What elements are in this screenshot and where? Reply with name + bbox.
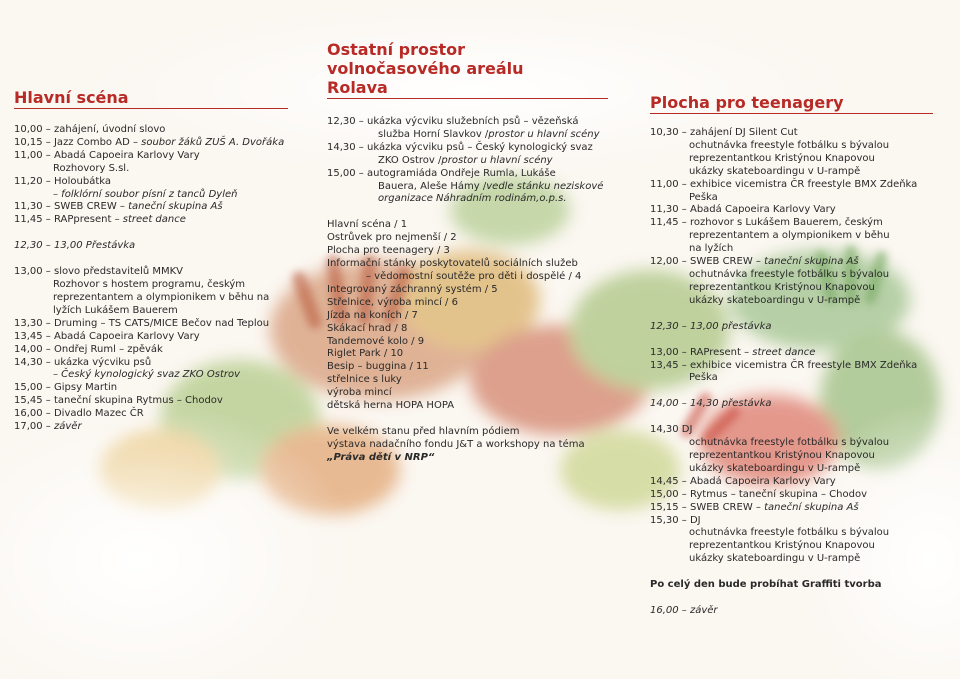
program-text: ochutnávka freestyle fotbálku s bývalou (689, 527, 890, 539)
program-italic-text: soubor žáků ZUŠ A. Dvořáka (141, 136, 285, 148)
program-text: 13,45 – exhibice vicemistra ČR freestyle BMX Zdeňka (650, 359, 918, 371)
program-text: reprezentantkou Kristýnou Knapovou (689, 450, 875, 462)
column-other-space (327, 40, 608, 465)
program-text: 13,00 – slovo představitelů MMKV (14, 266, 184, 278)
program-line (14, 266, 288, 279)
program-line (650, 153, 933, 166)
program-text: 11,30 – SWEB CREW – (14, 201, 129, 213)
program-text: reprezentantem a olympionikem v běhu na (53, 291, 270, 303)
program-line (327, 374, 608, 387)
program-line (650, 217, 933, 230)
program-text: Plocha pro teenagery / 3 (327, 245, 450, 257)
program-line (650, 540, 933, 553)
program-line (650, 450, 933, 463)
program-italic-text: organizace Náhradním rodinám,o.p.s. (378, 193, 567, 205)
program-italic-text: taneční skupina Aš (128, 201, 223, 213)
program-text: ZKO Ostrov / (378, 154, 442, 166)
program-line (650, 424, 933, 437)
program-line (14, 318, 288, 331)
program-line (650, 269, 933, 282)
program-line (650, 527, 933, 540)
column-main-stage (14, 88, 288, 434)
program-text: ukázky skateboardingu v U-rampě (689, 294, 861, 306)
program-text: – Český kynologický svaz ZKO Ostrov (53, 369, 241, 381)
program-line (327, 245, 608, 258)
program-text: Tandemové kolo / 9 (327, 335, 425, 347)
program-line (650, 230, 933, 243)
program-line (650, 476, 933, 489)
program-text: 15,00 – Rytmus – taneční skupina – Chodov (650, 488, 868, 500)
program-text: 11,00 – exhibice vicemistra ČR freestyle BMX Zdeňka (650, 178, 918, 190)
program-text: 10,30 – zahájení DJ Silent Cut (650, 127, 798, 138)
program-line (650, 553, 933, 566)
program-line (14, 124, 288, 137)
program-line (14, 331, 288, 344)
program-line (650, 166, 933, 179)
program-line (650, 243, 933, 256)
heading-teen-area: Plocha pro teenagery (650, 93, 933, 114)
program-line (327, 116, 608, 129)
program-text: Rozhovor s hostem programu, českým (53, 279, 246, 291)
program-text: 13,30 – Druming – TS CATS/MICE Bečov nad Teplou (14, 317, 270, 329)
program-italic-text: prostor u hlavní scény (441, 154, 553, 166)
program-line (14, 344, 288, 357)
program-text: ochutnávka freestyle fotbálku s bývalou (689, 268, 890, 280)
program-text: Ostrůvek pro nejmenší / 2 (327, 232, 457, 244)
program-line (327, 219, 608, 232)
program-text: Jízda na koních / 7 (327, 309, 418, 321)
program-line (327, 439, 608, 452)
program-line (14, 305, 288, 318)
program-line (650, 127, 933, 140)
program-text: 14,30 DJ (650, 424, 693, 436)
program-line (327, 129, 608, 142)
program-text: 15,30 – DJ (650, 514, 701, 526)
program-line (650, 398, 933, 411)
program-line (650, 140, 933, 153)
program-text: 14,30 – ukázka výcviku psů (14, 356, 152, 368)
program-line (650, 192, 933, 205)
program-text: Informační stánky poskytovatelů sociálních služeb (327, 258, 578, 270)
program-text: 15,00 – Gipsy Martin (14, 382, 118, 394)
program-text: 11,30 – Abadá Capoeira Karlovy Vary (650, 204, 836, 216)
program-line (14, 382, 288, 395)
program-line (14, 240, 288, 253)
heading-other-space (327, 40, 608, 99)
program-list (650, 127, 933, 618)
program-text: 11,00 – Abadá Capoeira Karlovy Vary (14, 149, 200, 161)
program-line (327, 348, 608, 361)
program-line (650, 360, 933, 373)
heading-main-stage: Hlavní scéna (14, 88, 288, 109)
heading-line: Ostatní prostor (327, 40, 466, 59)
program-text: reprezentantem a olympionikem v běhu (689, 230, 890, 242)
program-line (14, 189, 288, 202)
program-line (14, 137, 288, 150)
program-line (327, 400, 608, 413)
program-line (650, 321, 933, 334)
program-line (327, 323, 608, 336)
program-text: 10,00 – zahájení, úvodní slovo (14, 124, 166, 135)
program-line (650, 489, 933, 502)
program-text: 11,45 – rozhovor s Lukášem Bauerem, českým (650, 217, 883, 229)
program-text: Integrovaný záchranný systém / 5 (327, 283, 498, 295)
program-line (650, 204, 933, 217)
program-line (14, 201, 288, 214)
program-text: Besip – buggina / 11 (327, 361, 429, 373)
program-text: 13,00 – RAPresent – (650, 346, 753, 358)
program-italic-text: taneční skupina Aš (764, 256, 859, 268)
program-text: dětská herna HOPA HOPA (327, 400, 455, 412)
program-text: Peška (689, 191, 718, 203)
program-line (327, 387, 608, 400)
program-line (14, 408, 288, 421)
program-text: 13,45 – Abadá Capoeira Karlovy Vary (14, 330, 200, 342)
program-text: 12,30 – 13,00 přestávka (650, 320, 772, 332)
program-text: střelnice s luky (327, 374, 402, 386)
program-line (14, 395, 288, 408)
program-text: lyžích Lukášem Bauerem (53, 304, 178, 316)
program-line (327, 297, 608, 310)
program-line (327, 232, 608, 245)
program-text: Střelnice, výroba mincí / 6 (327, 296, 458, 308)
program-line (650, 256, 933, 269)
program-italic-text: taneční skupina Aš (764, 501, 859, 513)
program-text: Riglet Park / 10 (327, 348, 404, 360)
program-line (14, 176, 288, 189)
program-text: výstava nadačního fondu J&T a workshopy na téma (327, 438, 585, 450)
program-line (650, 437, 933, 450)
program-text: ochutnávka freestyle fotbálku s bývalou (689, 139, 890, 151)
program-line (327, 361, 608, 374)
program-line (650, 179, 933, 192)
program-italic-text: street dance (122, 214, 186, 226)
program-text: Hlavní scéna / 1 (327, 219, 408, 231)
program-line (327, 284, 608, 297)
program-text: Bauera, Aleše Hámy / (378, 180, 487, 192)
program-text: výroba mincí (327, 387, 392, 399)
program-line (327, 336, 608, 349)
program-text: služba Horní Slavkov / (378, 128, 489, 140)
program-line (14, 150, 288, 163)
heading-line: Rolava (327, 78, 388, 97)
program-line (327, 452, 608, 465)
program-text: 15,15 – SWEB CREW – (650, 501, 765, 513)
program-text: ochutnávka freestyle fotbálku s bývalou (689, 437, 890, 449)
program-text: reprezentantkou Kristýnou Knapovou (689, 281, 875, 293)
program-text: – folklórní soubor písní z tanců Dyleň (53, 188, 238, 200)
program-text: reprezentantkou Kristýnou Knapovou (689, 540, 875, 552)
program-line (650, 347, 933, 360)
program-text: ukázky skateboardingu v U-rampě (689, 462, 861, 474)
program-text: ukázky skateboardingu v U-rampě (689, 553, 861, 565)
program-line (327, 258, 608, 271)
program-line (327, 193, 608, 206)
program-line (14, 421, 288, 434)
program-text: 12,30 – 13,00 Přestávka (14, 240, 136, 252)
program-text: 14,00 – Ondřej Ruml – zpěvák (14, 343, 163, 355)
program-line (327, 271, 608, 284)
program-list (327, 116, 608, 465)
program-text: Peška (689, 372, 718, 384)
program-text: 16,00 – závěr (650, 605, 718, 617)
program-line (14, 357, 288, 370)
program-line (650, 295, 933, 308)
program-line (327, 310, 608, 323)
program-line (14, 214, 288, 227)
program-line (14, 163, 288, 176)
program-line (650, 502, 933, 515)
program-text: 12,00 – SWEB CREW – (650, 256, 765, 268)
program-text: 14,00 – 14,30 přestávka (650, 398, 772, 410)
program-text: 14,30 – ukázka výcviku psů – Český kynologický svaz (327, 141, 593, 153)
program-text: – vědomostní soutěže pro děti i dospělé / 4 (366, 270, 582, 282)
program-italic-text: prostor u hlavní scény (488, 128, 600, 140)
program-line (650, 282, 933, 295)
program-line (327, 181, 608, 194)
program-line (650, 605, 933, 618)
program-text: Rozhovory S.sl. (53, 162, 130, 174)
program-text: 15,45 – taneční skupina Rytmus – Chodov (14, 395, 223, 407)
program-italic-text: vedle stánku neziskové (486, 180, 604, 192)
heading-line: volnočasového areálu (327, 59, 524, 78)
program-text: 15,00 – autogramiáda Ondřeje Rumla, Lukáše (327, 167, 556, 179)
program-line (650, 372, 933, 385)
program-line (650, 515, 933, 528)
program-line (650, 579, 933, 592)
program-line (327, 168, 608, 181)
column-teen-area (650, 93, 933, 618)
program-text: 16,00 – Divadlo Mazec ČR (14, 408, 144, 420)
program-text: Skákací hrad / 8 (327, 322, 408, 334)
program-text: 11,45 – RAPpresent – (14, 214, 123, 226)
program-text: reprezentantkou Kristýnou Knapovou (689, 152, 875, 164)
program-text: 10,15 – Jazz Combo AD – (14, 136, 142, 148)
program-line (327, 426, 608, 439)
program-text: „Práva dětí v NRP“ (327, 451, 435, 463)
program-text: Po celý den bude probíhat Graffiti tvorba (650, 579, 882, 591)
program-text: 11,20 – Holoubátka (14, 175, 111, 187)
program-text: ukázky skateboardingu v U-rampě (689, 165, 861, 177)
program-text: 12,30 – ukázka výcviku služebních psů – vězeňská (327, 116, 579, 127)
program-line (327, 155, 608, 168)
program-line (650, 463, 933, 476)
program-line (14, 279, 288, 292)
program-line (14, 369, 288, 382)
program-text: Ve velkém stanu před hlavním pódiem (327, 425, 520, 437)
program-text: 14,45 – Abadá Capoeira Karlovy Vary (650, 475, 836, 487)
program-list (14, 124, 288, 434)
program-text: 17,00 – (14, 421, 54, 433)
program-italic-text: street dance (752, 346, 816, 358)
program-text: na lyžích (689, 243, 734, 255)
program-italic-text: závěr (54, 421, 82, 433)
program-line (14, 292, 288, 305)
program-line (327, 142, 608, 155)
